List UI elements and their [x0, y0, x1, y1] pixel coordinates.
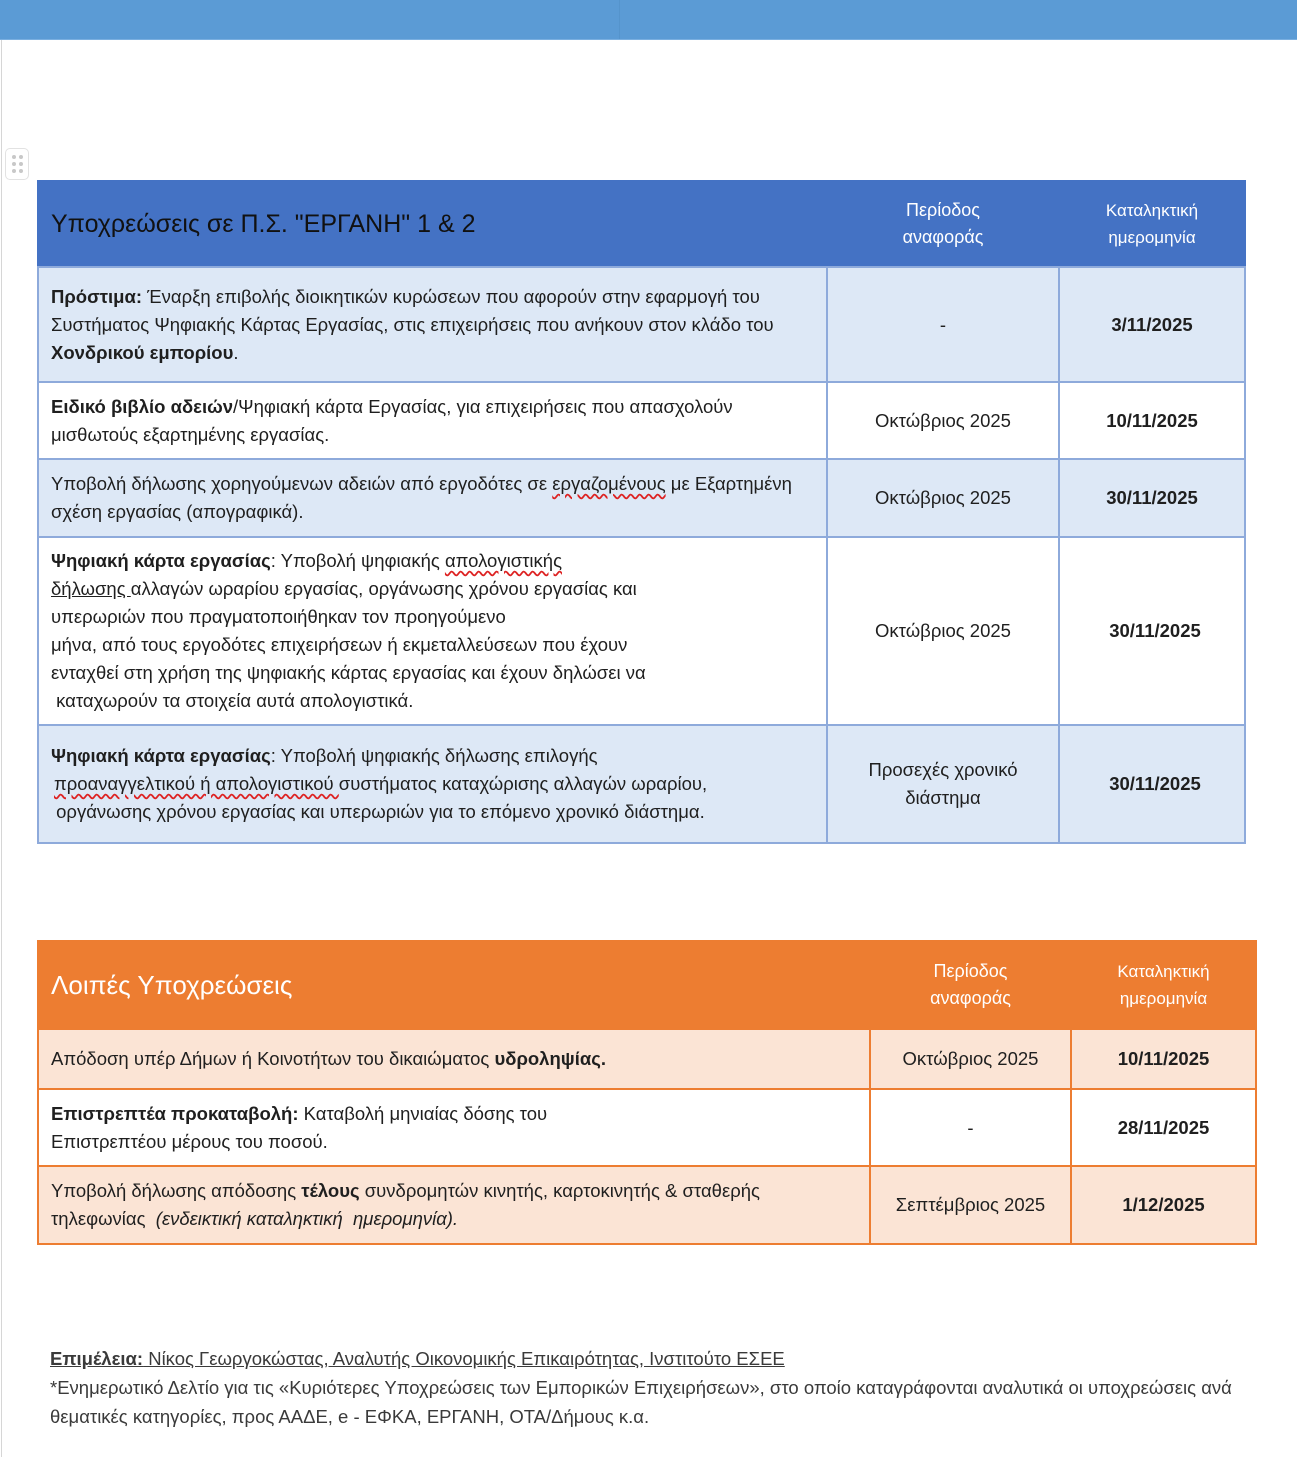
desc-text: . [233, 341, 239, 363]
period-text: Προσεχές χρονικό [868, 759, 1018, 780]
obligation-description [38, 267, 827, 382]
table-row [38, 537, 1245, 725]
period-text: διάστημα [905, 787, 981, 808]
table-row [38, 1029, 1256, 1089]
table-row [38, 1089, 1256, 1166]
credit-label: Επιμέλεια: [50, 1348, 144, 1369]
deadline-date: 3/11/2025 [1059, 267, 1245, 382]
grip-dot-icon [19, 162, 23, 166]
desc-line: μήνα, από τους εργοδότες επιχειρήσεων ή εκμεταλλεύσεων που έχουν [51, 634, 628, 655]
grip-dot-icon [19, 155, 23, 159]
other-obligations-table [37, 940, 1257, 1245]
desc-label: Πρόστιμα: [51, 285, 143, 307]
table-header-row [38, 941, 1256, 1029]
desc-text: με Εξαρτημένη σχέση εργασίας (απογραφικά). [51, 473, 792, 522]
desc-emphasis: Χονδρικού εμπορίου [51, 341, 234, 363]
obligation-description [38, 1166, 870, 1244]
desc-note: (ενδεικτική καταληκτική ημερομηνία). [155, 1208, 459, 1229]
desc-emphasis: τέλους [301, 1180, 360, 1201]
desc-line [51, 575, 814, 603]
deadline-date: 30/11/2025 [1059, 725, 1245, 843]
reference-period: - [870, 1089, 1071, 1166]
desc-emphasis: υδροληψίας. [494, 1048, 606, 1069]
reference-period [827, 725, 1059, 843]
desc-line: ενταχθεί στη χρήση της ψηφιακής κάρτας εργασίας και έχουν δηλώσει να [51, 662, 646, 683]
table-row [38, 1166, 1256, 1244]
spellcheck-flagged-word[interactable]: απολογιστικής [444, 550, 562, 571]
editor-credit [50, 1344, 1250, 1373]
desc-text: συστήματος καταχώρισης αλλαγών ωραρίου, [338, 773, 708, 794]
desc-text: /Ψηφιακή κάρτα Εργασίας, για επιχειρήσεις που απασχολούν μισθωτούς εξαρτημένης εργασίας. [51, 395, 733, 445]
desc-label: Ψηφιακή κάρτα εργασίας [51, 745, 271, 766]
header-text: Καταληκτική [1117, 962, 1210, 981]
table-drag-handle[interactable] [5, 148, 29, 180]
column-header-period [870, 941, 1071, 1029]
column-header-deadline [1059, 181, 1245, 267]
desc-line: Επιστρεπτέου μέρους του ποσού. [51, 1130, 328, 1152]
desc-text: αλλαγών ωραρίου εργασίας, οργάνωσης χρόνου εργασίας και [130, 578, 637, 599]
header-text: Καταληκτική [1105, 201, 1199, 220]
header-text: Περίοδος [906, 200, 980, 220]
top-banner [0, 0, 1297, 40]
deadline-date: 28/11/2025 [1071, 1089, 1256, 1166]
obligation-description [38, 1029, 870, 1089]
page-left-edge [1, 40, 2, 1457]
reference-period: Σεπτέμβριος 2025 [870, 1166, 1071, 1244]
desc-text: Καταβολή μηνιαίας δόσης του [298, 1102, 548, 1124]
deadline-date: 10/11/2025 [1059, 382, 1245, 459]
reference-period: Οκτώβριος 2025 [827, 382, 1059, 459]
grip-dot-icon [12, 155, 16, 159]
table-title: Υποχρεώσεις σε Π.Σ. "ΕΡΓΑΝΗ" 1 & 2 [38, 181, 827, 267]
header-text: αναφοράς [902, 227, 984, 247]
deadline-date: 30/11/2025 [1059, 537, 1245, 725]
obligation-description [38, 725, 827, 843]
desc-line: υπερωριών που πραγματοποιήθηκαν τον προηγούμενο [51, 606, 506, 627]
table-row [38, 459, 1245, 537]
table-row [38, 725, 1245, 843]
obligation-description [38, 537, 827, 725]
table-row [38, 267, 1245, 382]
desc-label: Επιστρεπτέα προκαταβολή: [51, 1102, 299, 1124]
deadline-date: 30/11/2025 [1059, 459, 1245, 537]
header-text: ημερομηνία [1119, 989, 1208, 1008]
desc-line [51, 770, 814, 798]
ergani-obligations-table [37, 180, 1246, 844]
desc-text: : Υποβολή ψηφιακής [270, 550, 445, 571]
header-text: αναφοράς [930, 988, 1011, 1008]
reference-period: Οκτώβριος 2025 [827, 537, 1059, 725]
credit-text: Νίκος Γεωργοκώστας, Αναλυτής Οικονομικής Επικαιρότητας, Ινστιτούτο ΕΣΕΕ [143, 1348, 785, 1369]
grip-dot-icon [19, 169, 23, 173]
spellcheck-flagged-phrase[interactable]: προαναγγελτικού ή απολογιστικού [54, 773, 339, 794]
desc-text: συνδρομητών κινητής, καρτοκινητής & σταθερής τηλεφωνίας [51, 1180, 766, 1229]
grip-dot-icon [12, 162, 16, 166]
deadline-date: 1/12/2025 [1071, 1166, 1256, 1244]
header-text: Περίοδος [933, 961, 1008, 981]
column-header-deadline [1071, 941, 1256, 1029]
footnote: *Ενημερωτικό Δελτίο για τις «Κυριότερες Υποχρεώσεις των Εμπορικών Επιχειρήσεων», στο οποίο καταγράφονται αναλυτικά οι υποχρεώσεις ανά θεματικές κατηγορίες, προς ΑΑΔΕ, e - ΕΦΚΑ, ΕΡΓΑΝΗ, ΟΤΑ/Δήμους κ.α. [50, 1377, 1232, 1427]
desc-text: : Υποβολή ψηφιακής δήλωσης επιλογής [270, 745, 598, 766]
desc-line [51, 742, 814, 770]
table-header-row [38, 181, 1245, 267]
desc-text: Υποβολή δήλωσης απόδοσης [51, 1180, 302, 1201]
obligation-description [38, 1089, 870, 1166]
desc-label: Ψηφιακή κάρτα εργασίας [51, 550, 271, 571]
table-title: Λοιπές Υποχρεώσεις [38, 941, 870, 1029]
desc-line [51, 1100, 857, 1128]
spellcheck-flagged-word[interactable]: εργαζομένους [552, 473, 666, 494]
desc-line: καταχωρούν τα στοιχεία αυτά απολογιστικά. [51, 690, 414, 711]
reference-period: - [827, 267, 1059, 382]
desc-line: οργάνωσης χρόνου εργασίας και υπερωριών για το επόμενο χρονικό διάστημα. [51, 801, 705, 822]
desc-label: Ειδικό βιβλίο αδειών [51, 395, 234, 417]
banner-divider [619, 0, 620, 39]
desc-line [51, 547, 814, 575]
table-row [38, 382, 1245, 459]
reference-period: Οκτώβριος 2025 [827, 459, 1059, 537]
desc-text: Έναρξη επιβολής διοικητικών κυρώσεων που αφορούν στην εφαρμογή του Συστήματος Ψηφιακής Κάρτας Εργασίας, στις επιχειρήσεις που ανήκουν στον κλάδο του [51, 285, 774, 335]
header-text: ημερομηνία [1108, 228, 1196, 247]
desc-underlined: δήλωσης [51, 578, 131, 599]
obligation-description [38, 459, 827, 537]
reference-period: Οκτώβριος 2025 [870, 1029, 1071, 1089]
grip-dot-icon [12, 169, 16, 173]
desc-text: Απόδοση υπέρ Δήμων ή Κοινοτήτων του δικαιώματος [51, 1048, 495, 1069]
desc-text: Υποβολή δήλωσης χορηγούμενων αδειών από εργοδότες σε [51, 473, 553, 494]
footer-notes [50, 1344, 1250, 1431]
column-header-period [827, 181, 1059, 267]
obligation-description [38, 382, 827, 459]
deadline-date: 10/11/2025 [1071, 1029, 1256, 1089]
